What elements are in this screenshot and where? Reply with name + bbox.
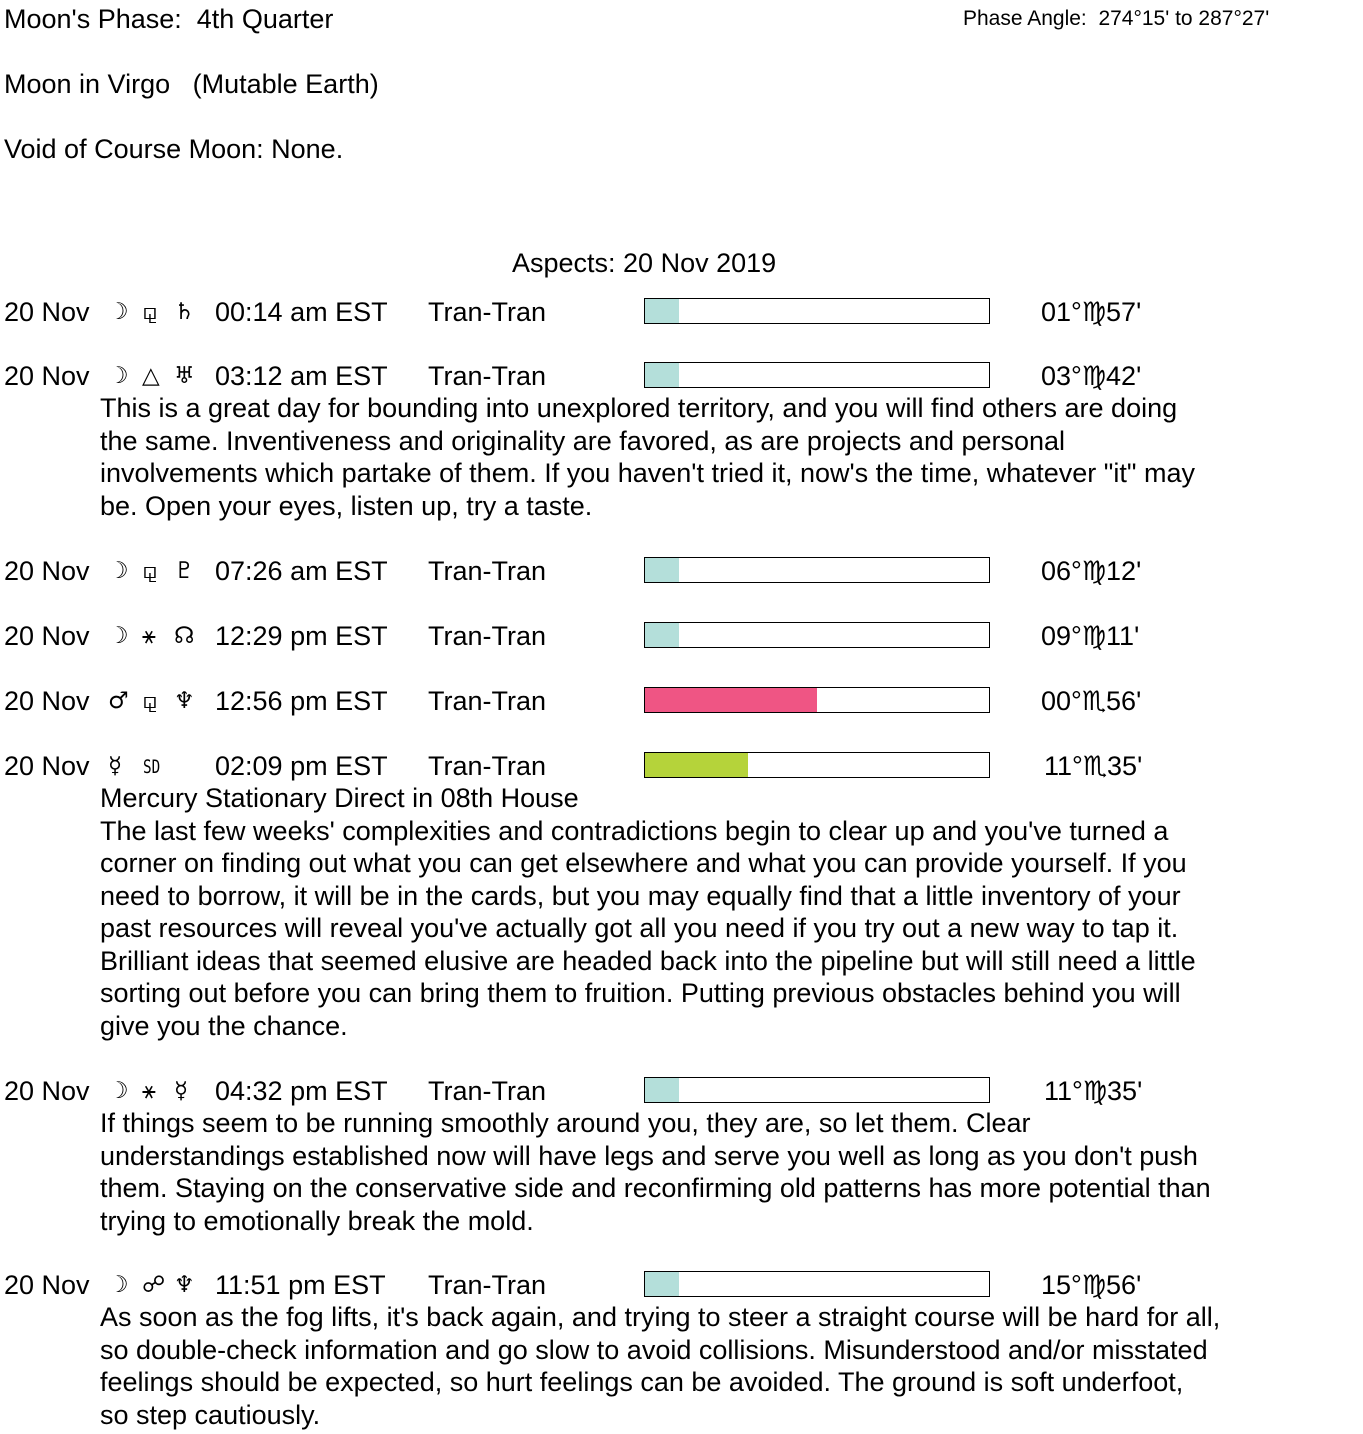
sextile-icon: ⚹ (142, 1078, 156, 1104)
sesquiquadrate-icon: ⚼ (142, 299, 158, 325)
aspect-type: Tran-Tran (428, 686, 547, 716)
description-line: The last few weeks' complexities and contradictions begin to clear up and you've turned a (100, 815, 1169, 846)
phase-angle (963, 6, 1269, 32)
description-line: feelings should be expected, so hurt feelings can be avoided. The ground is soft underfoot, (100, 1367, 1184, 1397)
strength-bar (644, 1271, 990, 1297)
aspect-time: 12:29 pm EST (215, 621, 388, 651)
moon-icon: ☽ (108, 1078, 129, 1104)
description-line: them. Staying on the conservative side and reconfirming old patterns has more potential than (100, 1173, 1211, 1203)
aspect-date: 20 Nov (4, 1076, 90, 1106)
moon-phase-label: Moon's Phase: (4, 4, 182, 34)
opposition-icon: ☍ (142, 1272, 166, 1298)
aspect-position: 11°♏35' (1044, 751, 1143, 781)
description-line: understandings established now will have legs and serve you well as long as you don't push (100, 1140, 1198, 1171)
moon-phase-value: 4th Quarter (196, 4, 334, 34)
aspect-date: 20 Nov (4, 686, 90, 716)
aspect-type: Tran-Tran (428, 556, 547, 586)
description-line: sorting out before you can bring them to fruition. Putting previous obstacles behind you will (100, 978, 1181, 1008)
uranus-icon: ♅ (174, 363, 195, 389)
aspect-type: Tran-Tran (428, 361, 547, 391)
aspect-time: 00:14 am EST (215, 297, 388, 327)
aspect-type: Tran-Tran (428, 1270, 547, 1300)
aspect-date: 20 Nov (4, 1270, 90, 1300)
aspect-time: 11:51 pm EST (215, 1270, 386, 1300)
moon-phase (4, 3, 333, 35)
description-line: need to borrow, it will be in the cards, but you may equally find that a little inventory of your (100, 880, 1181, 911)
description-line: involvements which partake of them. If you haven't tried it, now's the time, whatever "it" may (100, 458, 1195, 488)
description-line: Mercury Stationary Direct in 08th House (100, 783, 579, 813)
saturn-icon: ♄ (174, 299, 195, 325)
moon-icon: ☽ (108, 558, 129, 584)
sextile-icon: ⚹ (142, 623, 156, 649)
pluto-icon: ♇ (174, 558, 195, 584)
strength-bar-fill (645, 558, 679, 582)
aspect-position: 06°♍12' (1041, 556, 1142, 586)
north-node-icon: ☊ (174, 623, 195, 649)
strength-bar-fill (645, 299, 679, 323)
moon-sign-value: Moon in Virgo (4, 69, 171, 99)
description-line: This is a great day for bounding into unexplored territory, and you will find others are doing (100, 393, 1178, 423)
moon-icon: ☽ (108, 1272, 129, 1298)
neptune-icon: ♆ (174, 688, 195, 714)
aspect-type: Tran-Tran (428, 1076, 547, 1106)
aspect-position: 15°♍56' (1041, 1270, 1142, 1300)
description-line: the same. Inventiveness and originality are favored, as are projects and personal (100, 425, 1066, 456)
aspect-position: 11°♍35' (1044, 1076, 1143, 1106)
void-of-course: Void of Course Moon: None. (4, 134, 344, 164)
mars-icon: ♂ (108, 688, 129, 714)
aspects-title: Aspects: 20 Nov 2019 (512, 248, 777, 278)
description-line: give you the chance. (100, 1010, 348, 1041)
strength-bar-fill (645, 623, 679, 647)
sesquiquadrate-icon: ⚼ (142, 688, 158, 714)
strength-bar-fill (645, 1078, 679, 1102)
strength-bar (644, 557, 990, 583)
moon-sign-quality: (Mutable Earth) (192, 69, 379, 99)
aspect-time: 03:12 am EST (215, 361, 388, 391)
aspect-position: 01°♍57' (1041, 297, 1142, 327)
strength-bar (644, 1077, 990, 1103)
aspect-date: 20 Nov (4, 297, 90, 327)
aspect-time: 12:56 pm EST (215, 686, 388, 716)
description-line: be. Open your eyes, listen up, try a taste. (100, 490, 593, 521)
description-line: so double-check information and go slow to avoid collisions. Misunderstood and/or misstated (100, 1334, 1208, 1365)
strength-bar-fill (645, 688, 817, 712)
description-line: trying to emotionally break the mold. (100, 1205, 534, 1236)
aspect-description (100, 392, 1330, 522)
phase-angle-label: Phase Angle: (963, 7, 1087, 30)
moon-icon: ☽ (108, 299, 129, 325)
description-line: Brilliant ideas that seemed elusive are headed back into the pipeline but will still need a little (100, 945, 1196, 976)
aspect-position: 09°♍11' (1041, 621, 1140, 651)
aspect-date: 20 Nov (4, 751, 90, 781)
aspect-date: 20 Nov (4, 621, 90, 651)
moon-sign (4, 68, 379, 100)
strength-bar-fill (645, 363, 679, 387)
strength-bar-fill (645, 1272, 679, 1296)
neptune-icon: ♆ (174, 1272, 195, 1298)
description-line: If things seem to be running smoothly around you, they are, so let them. Clear (100, 1108, 1031, 1138)
aspect-position: 03°♍42' (1041, 361, 1142, 391)
strength-bar (644, 362, 990, 388)
mercury-icon: ☿ (108, 753, 123, 779)
moon-icon: ☽ (108, 623, 129, 649)
strength-bar (644, 687, 990, 713)
strength-bar (644, 298, 990, 324)
aspect-position: 00°♏56' (1041, 686, 1142, 716)
aspect-type: Tran-Tran (428, 621, 547, 651)
strength-bar-fill (645, 753, 748, 777)
stationary-direct-icon: SD (143, 756, 161, 778)
aspect-description (100, 1107, 1330, 1237)
aspect-date: 20 Nov (4, 556, 90, 586)
aspect-type: Tran-Tran (428, 297, 547, 327)
description-line: past resources will reveal you've actually got all you need if you try out a new way to tap it. (100, 913, 1179, 943)
strength-bar (644, 622, 990, 648)
description-line: As soon as the fog lifts, it's back again, and trying to steer a straight course will be hard for all, (100, 1302, 1221, 1332)
mercury-icon: ☿ (174, 1078, 189, 1104)
sesquiquadrate-icon: ⚼ (142, 558, 158, 584)
strength-bar (644, 752, 990, 778)
moon-icon: ☽ (108, 363, 129, 389)
aspect-time: 02:09 pm EST (215, 751, 388, 781)
aspect-date: 20 Nov (4, 361, 90, 391)
description-line: so step cautiously. (100, 1399, 321, 1430)
phase-angle-value: 274°15' to 287°27' (1098, 7, 1270, 30)
aspect-description (100, 1301, 1330, 1431)
trine-icon: △ (142, 363, 160, 389)
aspect-time: 04:32 pm EST (215, 1076, 388, 1106)
aspect-type: Tran-Tran (428, 751, 547, 781)
aspect-time: 07:26 am EST (215, 556, 388, 586)
description-line: corner on finding out what you can get elsewhere and what you can provide yourself. If you (100, 848, 1187, 878)
aspect-description (100, 782, 1330, 1042)
